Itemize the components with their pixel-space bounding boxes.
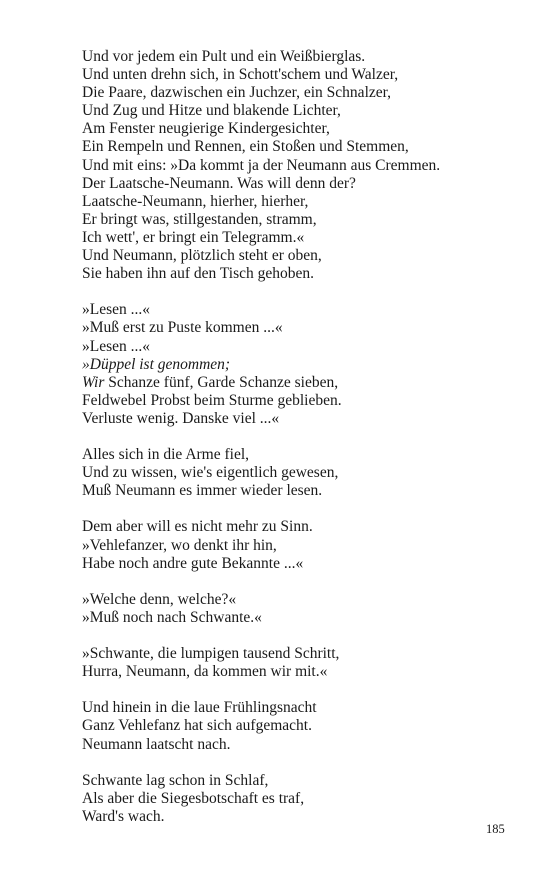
poem-line: Ganz Vehlefanz hat sich aufgemacht. [82, 717, 312, 735]
poem-line: Er bringt was, stillgestanden, stramm, [82, 210, 317, 228]
poem-line: Feldwebel Probst beim Sturme geblieben. [82, 391, 342, 409]
poem-line: Sie haben ihn auf den Tisch gehoben. [82, 265, 315, 283]
stanza-5 [82, 591, 522, 627]
stanza-2 [82, 301, 522, 428]
poem-line: Der Laatsche-Neumann. Was will denn der? [82, 174, 356, 192]
poem-line: Schwante lag schon in Schlaf, [82, 771, 269, 789]
poem-line: »Schwante, die lumpigen tausend Schritt, [82, 645, 340, 663]
stanza-8 [82, 772, 522, 826]
poem-line: Habe noch andre gute Bekannte ...« [82, 554, 304, 572]
poem-line: »Lesen ...« [82, 337, 151, 355]
italic-word: Wir [82, 373, 105, 391]
poem-line: Ward's wach. [82, 807, 165, 825]
line-continuation: Schanze fünf, Garde Schanze sieben, [104, 373, 339, 391]
poem-line: Und zu wissen, wie's eigentlich gewesen, [82, 464, 339, 482]
poem-line: »Muß erst zu Puste kommen ...« [82, 319, 283, 337]
poem-line: Am Fenster neugierige Kindergesichter, [82, 120, 330, 138]
stanza-4 [82, 518, 522, 572]
page-number: 185 [486, 822, 505, 836]
poem-line: Und Zug und Hitze und blakende Lichter, [82, 102, 341, 120]
poem-line: »Welche denn, welche?« [82, 590, 237, 608]
poem-line: Dem aber will es nicht mehr zu Sinn. [82, 518, 313, 536]
poem-text [82, 48, 522, 844]
poem-line: Muß Neumann es immer wieder lesen. [82, 482, 323, 500]
poem-line: »Lesen ...« [82, 301, 151, 319]
poem-line: Neumann laatscht nach. [82, 735, 231, 753]
poem-line [82, 374, 522, 392]
stanza-7 [82, 699, 522, 753]
poem-line: Und hinein in die laue Frühlingsnacht [82, 699, 317, 717]
poem-line: Laatsche-Neumann, hierher, hierher, [82, 192, 309, 210]
poem-line: Als aber die Siegesbotschaft es traf, [82, 789, 305, 807]
poem-line: Und vor jedem ein Pult und ein Weißbierglas. [82, 48, 366, 65]
poem-line: Und mit eins: »Da kommt ja der Neumann aus Cremmen. [82, 156, 441, 174]
poem-line: »Vehlefanzer, wo denkt ihr hin, [82, 536, 277, 554]
poem-line: Hurra, Neumann, da kommen wir mit.« [82, 663, 328, 681]
poem-line: Ein Rempeln und Rennen, ein Stoßen und Stemmen, [82, 138, 409, 156]
poem-line: Und unten drehn sich, in Schott'schem und Walzer, [82, 66, 399, 84]
poem-line: Ich wett', er bringt ein Telegramm.« [82, 228, 305, 246]
poem-line: Und Neumann, plötzlich steht er oben, [82, 247, 322, 265]
poem-line-italic: »Düppel ist genommen; [82, 355, 231, 373]
poem-line: Die Paare, dazwischen ein Juchzer, ein Schnalzer, [82, 84, 392, 102]
poem-line: »Muß noch nach Schwante.« [82, 608, 262, 626]
stanza-3 [82, 446, 522, 500]
stanza-1 [82, 48, 522, 283]
stanza-6 [82, 645, 522, 681]
poem-line: Verluste wenig. Danske viel ...« [82, 409, 280, 427]
poem-line: Alles sich in die Arme fiel, [82, 446, 250, 464]
